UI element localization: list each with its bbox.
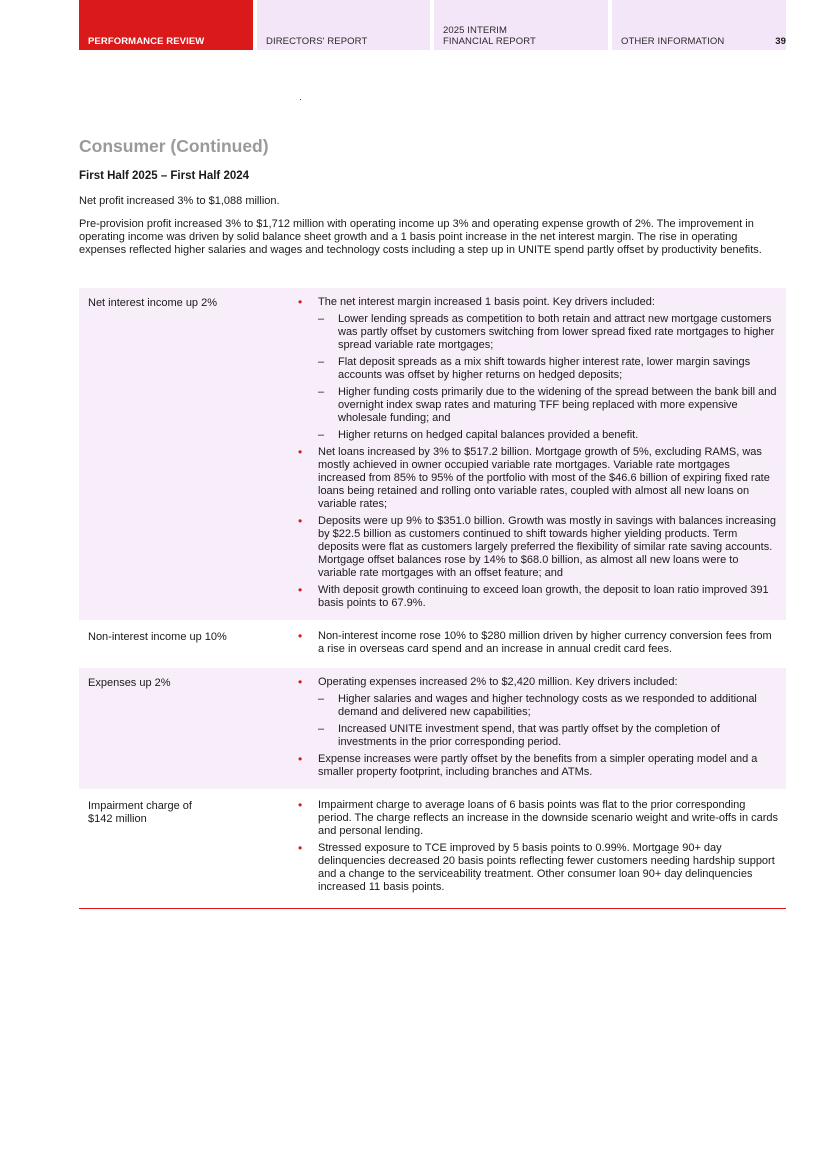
table-row (79, 288, 786, 622)
row-content (298, 791, 786, 904)
tab-interim-financial-report[interactable] (434, 0, 608, 50)
table-row (79, 668, 786, 791)
bullet-text: The net interest margin increased 1 basis point. Key drivers included: (318, 296, 655, 308)
sub-list (318, 693, 778, 749)
stray-dot (300, 99, 301, 100)
drivers-table (79, 288, 786, 909)
bullet-list (298, 799, 778, 894)
tab-label: PERFORMANCE REVIEW (88, 36, 205, 47)
bullet-item: • With deposit growth continuing to exceed loan growth, the deposit to loan ratio improved 391 basis points to 67.9%. (298, 584, 778, 610)
sub-item: – Flat deposit spreads as a mix shift towards higher interest rate, lower margin savings accounts was offset by higher returns on hedged deposits; (318, 356, 778, 382)
tab-performance-review[interactable] (79, 0, 253, 50)
bullet-item: • Non-interest income rose 10% to $280 million driven by higher currency conversion fees from a rise in overseas card spend and an increase in annual credit card fees. (298, 630, 778, 656)
bullet-item: • Expense increases were partly offset by the benefits from a simpler operating model and a smaller property footprint, including branches and ATMs. (298, 753, 778, 779)
row-label: Net interest income up 2% (88, 297, 218, 309)
tab-other-information[interactable] (612, 0, 786, 50)
row-content (298, 668, 786, 789)
row-label-line1: Impairment charge of (88, 800, 192, 812)
sub-item: – Higher funding costs primarily due to the widening of the spread between the bank bill and overnight index swap rates and maturing TFF being replaced with more expensive wholesale funding; and (318, 386, 778, 425)
bullet-list (298, 630, 778, 656)
sub-item: – Higher salaries and wages and higher technology costs as we responded to additional demand and delivered new capabilities; (318, 693, 778, 719)
net-profit-paragraph: Net profit increased 3% to $1,088 million. (79, 195, 280, 207)
top-navigation (79, 0, 786, 50)
page-number: 39 (775, 36, 786, 47)
table-bottom-rule (79, 908, 786, 909)
bullet-item (298, 676, 778, 749)
row-label (79, 791, 298, 904)
bullet-list (298, 296, 778, 610)
period-subheading: First Half 2025 – First Half 2024 (79, 170, 250, 182)
pre-provision-paragraph: Pre-provision profit increased 3% to $1,712 million with operating income up 3% and operating expense growth of 2%. The improvement in operating income was driven by solid balance sheet growth and a 1 basis point increase in the net interest margin. The rise in operating expenses reflected higher salaries and wages and technology costs including a step up in UNITE spend partly offset by productivity benefits. (79, 218, 762, 256)
tab-label (443, 25, 536, 47)
sub-item: – Lower lending spreads as competition to both retain and attract new mortgage customers was partly offset by customers switching from lower spread fixed rate mortgages to higher spread variable rate mortgages; (318, 313, 778, 352)
tab-label-line1: 2025 INTERIM (443, 25, 508, 36)
bullet-item: • Net loans increased by 3% to $517.2 billion. Mortgage growth of 5%, excluding RAMS, was mostly achieved in owner occupied variable rate mortgages. Variable rate mortgages increased from 85% to 95% of the portfolio with most of the $46.6 billion of expiring fixed rate loans being retained and rolling onto variable rates, coupled with almost all new loans on variable rates; (298, 446, 778, 511)
tab-label: OTHER INFORMATION (621, 36, 725, 47)
sub-item: – Higher returns on hedged capital balances provided a benefit. (318, 429, 778, 442)
sub-item: – Increased UNITE investment spend, that was partly offset by the completion of investments in the prior corresponding period. (318, 723, 778, 749)
row-label: Expenses up 2% (88, 677, 171, 689)
row-content (298, 288, 786, 620)
row-label-line2: $142 million (88, 813, 147, 825)
bullet-item (298, 296, 778, 442)
tab-directors-report[interactable] (257, 0, 430, 50)
table-row (79, 622, 786, 668)
row-content (298, 622, 786, 666)
tab-label: DIRECTORS' REPORT (266, 36, 368, 47)
bullet-item: • Impairment charge to average loans of 6 basis points was flat to the prior corresponding period. The charge reflects an increase in the downside scenario weight and write-offs in cards and personal lending. (298, 799, 778, 838)
bullet-text: Operating expenses increased 2% to $2,420 million. Key drivers included: (318, 676, 678, 688)
bullet-item: • Deposits were up 9% to $351.0 billion. Growth was mostly in savings with balances increasing by $22.5 billion as customers continued to shift towards higher yielding products. Term deposits were flat as customers largely preferred the flexibility of similar rate saving accounts. Mortgage offset balances rose by 14% to $68.0 billion, as almost all new loans were to variable rate mortgages with an offset feature; and (298, 515, 778, 580)
sub-list (318, 313, 778, 442)
row-label: Non-interest income up 10% (88, 631, 227, 643)
bullet-item: • Stressed exposure to TCE improved by 5 basis points to 0.99%. Mortgage 90+ day delinquencies decreased 20 basis points reflecting fewer customers needing hardship support and a change to the serviceability treatment. Other consumer loan 90+ day delinquencies increased 11 basis points. (298, 842, 778, 894)
section-title: Consumer (Continued) (79, 136, 269, 156)
table-row (79, 791, 786, 906)
tab-label-line2: FINANCIAL REPORT (443, 36, 536, 47)
bullet-list (298, 676, 778, 779)
